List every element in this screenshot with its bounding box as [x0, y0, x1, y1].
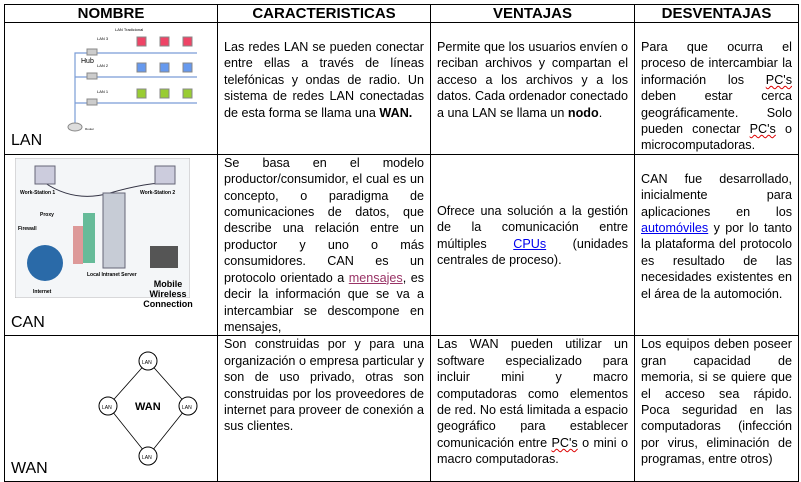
row-name-can: CAN	[11, 313, 45, 331]
globe-icon	[27, 245, 63, 281]
proxy-label: Proxy	[40, 211, 54, 218]
bold-text: WAN.	[379, 105, 413, 120]
wan-label: WAN	[135, 401, 161, 414]
row-name-wan: WAN	[11, 459, 48, 477]
text: Las WAN pueden utilizar un software especializado para incluir mini y macro computadoras como elementos de red. No está limitada a espacio geográfico para establecer comunicación entre	[437, 337, 628, 450]
header-desventajas: DESVENTAJAS	[635, 5, 799, 23]
router-label: Router	[85, 127, 95, 131]
lan3-label: LAN 3	[97, 36, 109, 41]
lan2-label: LAN 2	[97, 63, 109, 68]
text: o microcomputadoras.	[641, 122, 792, 153]
text: PC's	[551, 435, 578, 450]
lan-node-label: LAN	[102, 405, 112, 412]
header-row	[5, 5, 799, 23]
can-diagram-image	[15, 158, 190, 298]
name-cell-can	[5, 154, 218, 335]
router-icon	[68, 123, 82, 131]
lan-node-label: LAN	[142, 360, 152, 367]
text: (unidades centrales de proceso).	[437, 236, 628, 268]
mensajes-link[interactable]: mensajes	[348, 270, 403, 285]
workstation-icon	[155, 166, 175, 184]
lan-diagram-image	[67, 25, 197, 135]
laptop-icon	[150, 246, 178, 268]
wan-diagram-image	[93, 346, 203, 476]
table-row-can	[5, 154, 799, 335]
text: Permite que los usuarios envíen o reciban archivos y compartan el acceso a los archivos y a los datos. Cada ordenador conectado a una LAN se llama un	[437, 40, 628, 120]
firewall-label: Firewall	[18, 225, 37, 232]
cpus-link[interactable]: CPUs	[513, 236, 547, 251]
lan-node-label: LAN	[142, 455, 152, 462]
text: CAN fue desarrollado, inicialmente para aplicaciones en los	[641, 171, 792, 219]
internet-label: Internet	[33, 288, 52, 295]
firewall-icon	[73, 226, 83, 264]
text: Se basa en el modelo productor/consumidor, el cual es un concepto, o paradigma de comunicaciones de datos, que describe una relación entre un productor y uno o más consumidores. CAN es un protocolo orientado a	[224, 155, 424, 285]
text: Las redes LAN se pueden conectar entre ellas a través de líneas telefónicas y ondas de radio. Un sistema de redes LAN conectadas de esta forma se llama una	[224, 40, 424, 120]
text: deben estar cerca geográficamente. Solo pueden conectar	[641, 89, 792, 137]
text: .	[598, 105, 603, 120]
hub-icon	[87, 73, 97, 79]
ventajas-can	[431, 154, 635, 335]
desventajas-wan: Los equipos deben poseer gran capacidad de memoria, si se quiere que el acceso sea rápido. Poca seguridad en las computadoras (infección por virus, eliminación de programas, entre otros)	[635, 336, 799, 482]
text: PC's	[749, 122, 776, 137]
text: , es decir la información que se va a intercambiar se descompone en mensajes,	[224, 270, 424, 334]
text: y por lo tanto la plataforma del protocolo es resultado de las necesidades existentes en el área de la automoción.	[641, 221, 792, 301]
table-row-wan	[5, 336, 799, 482]
server-label: Local Intranet Server	[87, 271, 137, 278]
header-caracteristicas: CARACTERISTICAS	[218, 5, 431, 23]
hub-icon	[87, 49, 97, 55]
desventajas-lan	[635, 23, 799, 155]
row-name-lan: LAN	[11, 132, 43, 150]
mobile-wireless-label: Mobile Wireless Connection	[143, 278, 193, 309]
workstation-icon	[35, 166, 55, 184]
hub-icon	[87, 99, 97, 105]
text: Para que ocurra el proceso de intercambiar la información los	[641, 40, 792, 87]
header-nombre: NOMBRE	[5, 5, 218, 23]
lan-node-label: LAN	[182, 405, 192, 412]
text: o mini o macro computadoras.	[437, 435, 628, 467]
text: Ofrece una solución a la gestión de la comunicación entre múltiples	[437, 203, 628, 251]
caracteristicas-can	[218, 154, 431, 335]
header-ventajas: VENTAJAS	[431, 5, 635, 23]
lan1-label: LAN 1	[97, 89, 109, 94]
ws1-label: Work-Station 1	[20, 189, 56, 196]
caracteristicas-lan	[218, 23, 431, 155]
proxy-icon	[83, 213, 95, 263]
automoviles-link[interactable]: automóviles	[641, 221, 709, 236]
text: PC's	[765, 72, 792, 87]
desventajas-can	[635, 154, 799, 335]
lan-image-caption: LAN Tradicional	[115, 27, 144, 32]
ventajas-wan	[431, 336, 635, 482]
server-icon	[103, 193, 125, 268]
ventajas-lan	[431, 23, 635, 155]
bold-text: nodo	[567, 105, 599, 120]
hub-label: Hub	[81, 58, 94, 65]
comparison-table	[4, 4, 799, 482]
caracteristicas-wan: Son construidas por y para una organización o empresa particular y son de uso privado, otras son construidas por los proveedores de internet para proveer de conexión a sus clientes.	[218, 336, 431, 482]
name-cell-lan	[5, 23, 218, 155]
name-cell-wan	[5, 336, 218, 482]
ws2-label: Work-Station 2	[140, 189, 176, 196]
computer-icons	[137, 37, 192, 98]
table-row-lan	[5, 23, 799, 155]
